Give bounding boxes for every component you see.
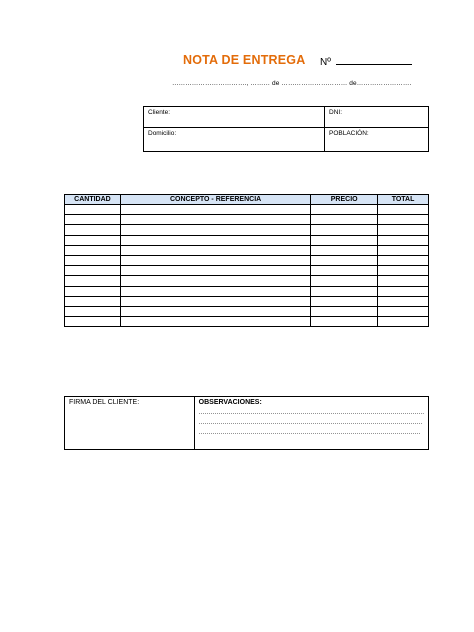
header-concept: CONCEPTO - REFERENCIA bbox=[120, 195, 310, 205]
table-cell bbox=[311, 317, 378, 327]
table-row bbox=[65, 286, 429, 296]
table-cell bbox=[65, 235, 121, 245]
table-cell bbox=[378, 286, 429, 296]
table-row bbox=[65, 266, 429, 276]
observation-line: …………………………………………………………………………………………………. bbox=[198, 420, 423, 426]
table-cell bbox=[311, 215, 378, 225]
address-label: Domicilio: bbox=[148, 130, 177, 137]
table-cell bbox=[378, 317, 429, 327]
items-table bbox=[64, 194, 429, 327]
table-cell bbox=[378, 225, 429, 235]
table-cell bbox=[120, 276, 310, 286]
items-header-row bbox=[65, 195, 429, 205]
table-cell bbox=[378, 255, 429, 265]
observations-label: OBSERVACIONES: bbox=[198, 399, 262, 406]
number-label: Nº bbox=[320, 57, 331, 68]
table-row bbox=[65, 215, 429, 225]
client-signature-field bbox=[65, 397, 195, 450]
table-cell bbox=[378, 266, 429, 276]
signature-label: FIRMA DEL CLIENTE: bbox=[69, 399, 140, 406]
table-cell bbox=[311, 235, 378, 245]
table-cell bbox=[311, 225, 378, 235]
table-cell bbox=[120, 286, 310, 296]
table-row bbox=[65, 317, 429, 327]
dni-label: DNI: bbox=[329, 109, 342, 116]
table-cell bbox=[378, 276, 429, 286]
document-number bbox=[320, 55, 412, 68]
table-row bbox=[65, 205, 429, 215]
table-cell bbox=[65, 225, 121, 235]
number-blank-line bbox=[336, 55, 412, 65]
table-cell bbox=[311, 286, 378, 296]
table-row bbox=[65, 306, 429, 316]
table-cell bbox=[120, 245, 310, 255]
table-cell bbox=[120, 235, 310, 245]
table-cell bbox=[120, 266, 310, 276]
header-price: PRECIO bbox=[311, 195, 378, 205]
table-cell bbox=[65, 205, 121, 215]
header-total: TOTAL bbox=[378, 195, 429, 205]
table-cell bbox=[120, 306, 310, 316]
table-row bbox=[65, 245, 429, 255]
observations-field bbox=[194, 397, 428, 450]
table-row bbox=[65, 255, 429, 265]
document-title: NOTA DE ENTREGA bbox=[183, 53, 306, 67]
address-field bbox=[144, 128, 325, 152]
table-cell bbox=[378, 215, 429, 225]
table-row bbox=[65, 296, 429, 306]
client-info-box bbox=[143, 106, 429, 152]
table-cell bbox=[65, 215, 121, 225]
table-cell bbox=[120, 317, 310, 327]
town-field bbox=[325, 128, 429, 152]
table-cell bbox=[120, 296, 310, 306]
client-name-field bbox=[144, 107, 325, 128]
client-name-label: Cliente: bbox=[148, 109, 171, 116]
table-cell bbox=[65, 276, 121, 286]
table-cell bbox=[378, 235, 429, 245]
table-cell bbox=[378, 245, 429, 255]
date-line: ……………………………., ……… de ………………………… de……………………. bbox=[172, 80, 412, 87]
town-label: POBLACIÓN: bbox=[329, 130, 369, 137]
table-cell bbox=[120, 215, 310, 225]
table-cell bbox=[65, 245, 121, 255]
table-cell bbox=[120, 205, 310, 215]
table-cell bbox=[378, 306, 429, 316]
table-cell bbox=[120, 225, 310, 235]
table-cell bbox=[65, 286, 121, 296]
table-cell bbox=[65, 317, 121, 327]
table-cell bbox=[65, 266, 121, 276]
table-cell bbox=[311, 276, 378, 286]
table-cell bbox=[311, 266, 378, 276]
table-cell bbox=[378, 205, 429, 215]
table-cell bbox=[311, 245, 378, 255]
table-row bbox=[65, 235, 429, 245]
table-cell bbox=[378, 296, 429, 306]
table-cell bbox=[120, 255, 310, 265]
table-row bbox=[65, 276, 429, 286]
table-cell bbox=[65, 296, 121, 306]
table-cell bbox=[311, 255, 378, 265]
observation-line: ………………………………………………………………………………………………… bbox=[198, 430, 421, 436]
table-cell bbox=[311, 296, 378, 306]
table-cell bbox=[311, 205, 378, 215]
table-cell bbox=[65, 306, 121, 316]
signature-box bbox=[64, 396, 429, 450]
table-cell bbox=[311, 306, 378, 316]
header-quantity: CANTIDAD bbox=[65, 195, 121, 205]
dni-field bbox=[325, 107, 429, 128]
table-row bbox=[65, 225, 429, 235]
observation-line: ………………………………………………………………………………………………….. bbox=[198, 410, 424, 416]
table-cell bbox=[65, 255, 121, 265]
